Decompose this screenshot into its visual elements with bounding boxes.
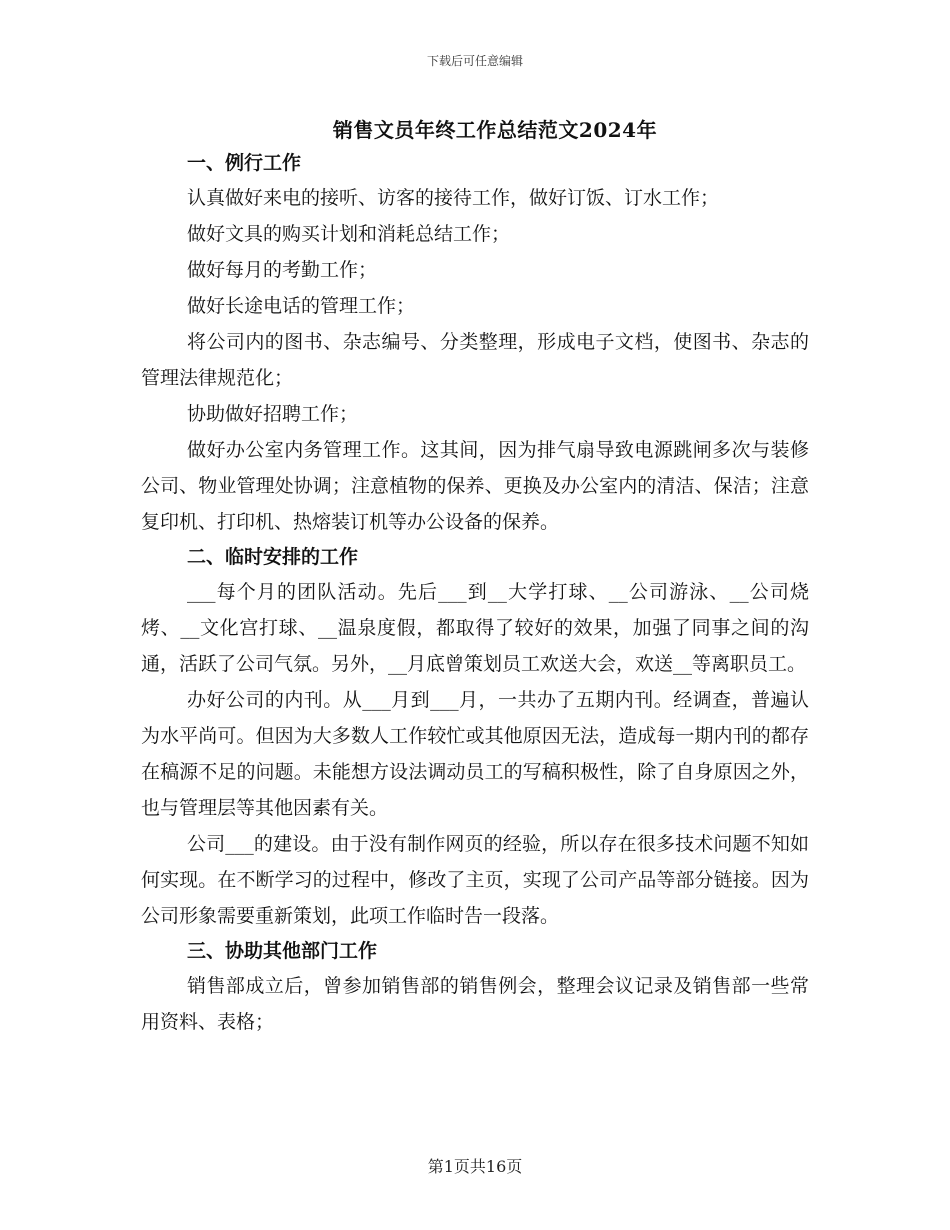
section-heading-temporary-work: 二、临时安排的工作 <box>187 546 359 568</box>
paragraph: 销售部成立后，曾参加销售部的销售例会，整理会议记录及销售部一些常用资料、表格； <box>141 975 809 1033</box>
section-heading-assist-departments: 三、协助其他部门工作 <box>187 940 378 962</box>
paragraph: 认真做好来电的接听、访客的接待工作，做好订饭、订水工作； <box>187 187 720 209</box>
paragraph: 做好办公室内务管理工作。这其间，因为排气扇导致电源跳闸多次与装修公司、物业管理处协调；注意植物的保养、更换及办公室内的清洁、保洁；注意复印机、打印机、热熔装订机等办公设备的保养。 <box>141 439 809 533</box>
section-heading-routine-work: 一、例行工作 <box>187 152 302 174</box>
paragraph: 公司___的建设。由于没有制作网页的经验，所以存在很多技术问题不知如何实现。在不断学习的过程中，修改了主页，实现了公司产品等部分链接。因为公司形象需要重新策划，此项工作临时告一段落。 <box>141 833 809 927</box>
page-footer-page-number: 第1页共16页 <box>427 1157 523 1176</box>
page-header-note: 下载后可任意编辑 <box>426 54 523 68</box>
paragraph: ___每个月的团队活动。先后___到__大学打球、__公司游泳、__公司烧烤、__文化宫打球、__温泉度假，都取得了较好的效果，加强了同事之间的沟通，活跃了公司气氛。另外，__月底曾策划员工欢送大会，欢送__等离职员工。 <box>141 581 809 675</box>
paragraph: 做好每月的考勤工作； <box>187 259 378 281</box>
paragraph: 做好长途电话的管理工作； <box>187 295 416 317</box>
paragraph: 办好公司的内刊。从___月到___月，一共办了五期内刊。经调查，普遍认为水平尚可。但因为大多数人工作较忙或其他原因无法，造成每一期内刊的都存在稿源不足的问题。未能想方设法调动员工的写稿积极性，除了自身原因之外，也与管理层等其他因素有关。 <box>141 689 809 819</box>
document-title: 销售文员年终工作总结范文2024年 <box>332 118 658 142</box>
document-body <box>141 146 809 1040</box>
paragraph: 做好文具的购买计划和消耗总结工作； <box>187 223 511 245</box>
paragraph: 将公司内的图书、杂志编号、分类整理，形成电子文档，使图书、杂志的管理法律规范化； <box>141 331 809 389</box>
paragraph: 协助做好招聘工作； <box>187 403 359 425</box>
